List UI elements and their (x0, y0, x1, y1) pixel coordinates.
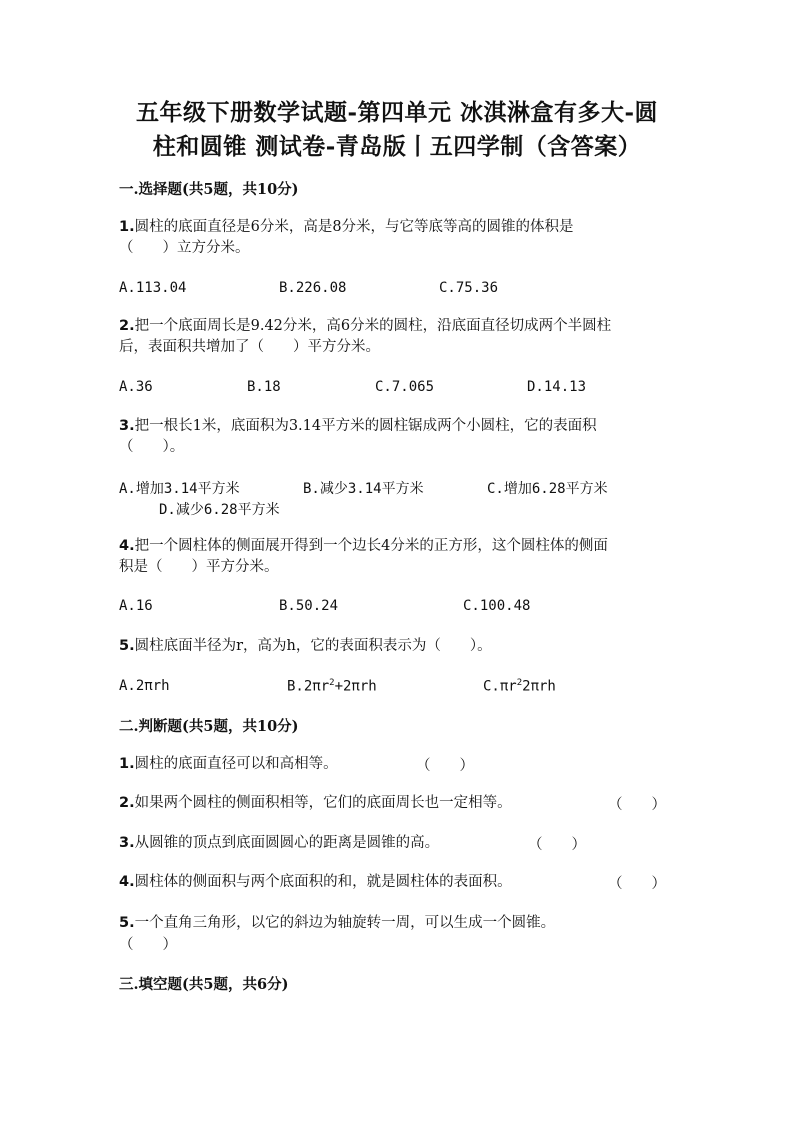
question-text: 一个直角三角形，以它的斜边为轴旋转一周，可以生成一个圆锥。 (134, 915, 556, 931)
option-c: $C.\pi r^22\pi rh$ (483, 678, 556, 695)
question-text: （ ）立方分米。 (119, 240, 250, 256)
question-text: 圆柱的底面直径可以和高相等。 (134, 756, 338, 772)
page-title-line2: 柱和圆锥 测试卷-青岛版丨五四学制（含答案） (152, 133, 642, 160)
judgement-item-5 (119, 913, 679, 934)
answer-blank: （ ） (416, 758, 474, 774)
answer-blank: （ ） (608, 797, 666, 813)
question-number: 4. (119, 538, 135, 554)
answer-blank: （ ） (528, 837, 586, 853)
question-text: 从圆锥的顶点到底面圆圆心的距离是圆锥的高。 (134, 835, 440, 851)
question-number: 3. (119, 418, 135, 434)
option-b: B.226.08 (279, 280, 347, 296)
answer-blank: （ ） (608, 876, 666, 892)
question-number: 5. (119, 915, 135, 931)
judgement-item-4 (119, 872, 679, 893)
section-heading-judgement: 二.判断题(共5题，共10分) (119, 718, 299, 735)
option-c: C.100.48 (463, 598, 531, 614)
question-text: 积是（ ）平方分米。 (119, 559, 279, 575)
section-heading-fill-blank: 三.填空题(共5题，共6分) (119, 976, 289, 993)
section-heading-choice: 一.选择题(共5题，共10分) (119, 181, 299, 198)
option-a: A.16 (119, 598, 153, 614)
question-text: （ ）。 (119, 439, 185, 455)
option-c: C.75.36 (439, 280, 499, 296)
option-a: A.2πrh (119, 678, 170, 694)
question-number: 3. (119, 835, 135, 851)
option-d: D.减少6.28平方米 (159, 502, 280, 518)
option-b: B.50.24 (279, 598, 339, 614)
question-text: 把一个底面周长是9.42分米，高6分米的圆柱，沿底面直径切成两个半圆柱 (134, 318, 612, 334)
option-b: B.18 (247, 379, 281, 395)
option-c: C.增加6.28平方米 (487, 481, 608, 497)
question-text: 圆柱的底面直径是6分米，高是8分米，与它等底等高的圆锥的体积是 (134, 219, 574, 235)
question-number: 1. (119, 219, 135, 235)
question-number: 2. (119, 795, 135, 811)
question-text: 后，表面积共增加了（ ）平方分米。 (119, 339, 380, 355)
option-d: D.14.13 (527, 379, 587, 395)
question-text: 圆柱体的侧面积与两个底面积的和，就是圆柱体的表面积。 (134, 874, 512, 890)
option-b: B.减少3.14平方米 (303, 481, 424, 497)
option-a: A.增加3.14平方米 (119, 481, 240, 497)
option-a: A.36 (119, 379, 153, 395)
option-c: C.7.065 (375, 379, 435, 395)
question-number: 1. (119, 756, 135, 772)
option-b: $B.2\pi r^2+2\pi rh$ (287, 678, 377, 695)
question-number: 2. (119, 318, 135, 334)
choice-question-3 (119, 416, 679, 458)
question-text: 把一根长1米，底面积为3.14平方米的圆柱锯成两个小圆柱，它的表面积 (134, 418, 597, 434)
judgement-item-2 (119, 793, 679, 814)
choice-question-1 (119, 217, 679, 259)
question-text: 把一个圆柱体的侧面展开得到一个边长4分米的正方形，这个圆柱体的侧面 (134, 538, 608, 554)
choice-question-5 (119, 636, 679, 657)
judgement-item-3 (119, 833, 679, 854)
page-title-line1: 五年级下册数学试题-第四单元 冰淇淋盒有多大-圆 (135, 99, 659, 126)
question-text: 如果两个圆柱的侧面积相等，它们的底面周长也一定相等。 (134, 795, 512, 811)
choice-question-4 (119, 536, 679, 578)
choice-question-2 (119, 316, 679, 358)
question-number: 4. (119, 874, 135, 890)
option-a: A.113.04 (119, 280, 187, 296)
answer-blank: （ ） (119, 937, 177, 953)
question-text: 圆柱底面半径为r，高为h，它的表面积表示为（ ）。 (134, 638, 492, 654)
question-number: 5. (119, 638, 135, 654)
judgement-item-1 (119, 754, 679, 775)
